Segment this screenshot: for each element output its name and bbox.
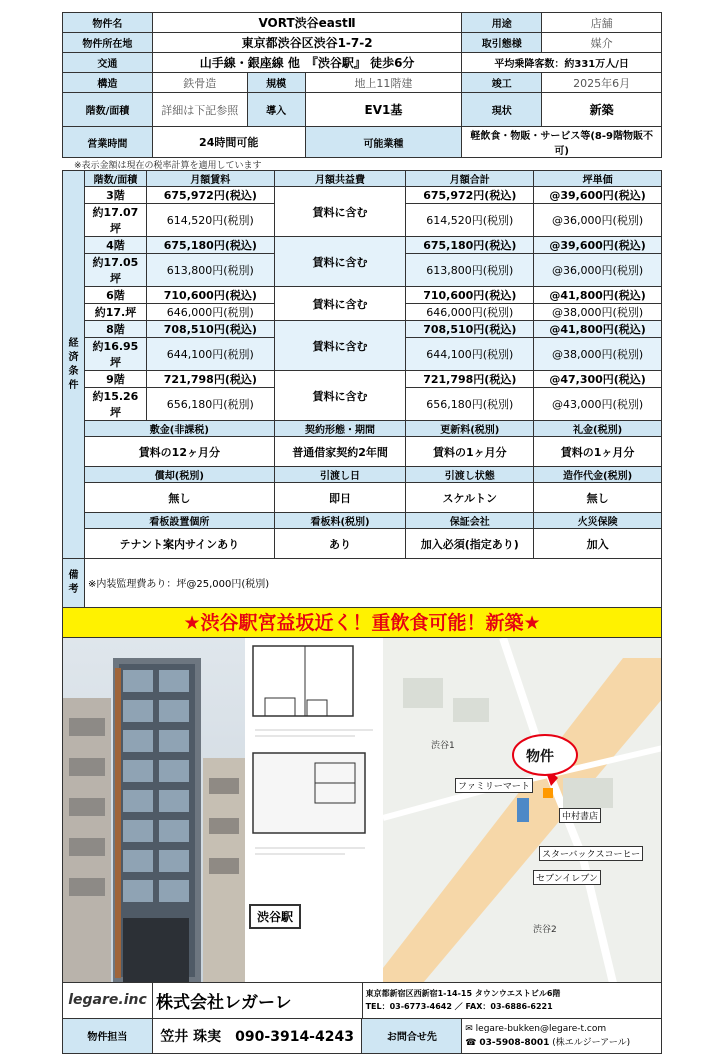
term-value: 賃料の1ヶ月分 bbox=[534, 437, 662, 467]
poi-starbucks: スターバックスコーヒー bbox=[539, 846, 643, 861]
term-label: 看板設置個所 bbox=[84, 513, 274, 529]
tsubo-notax-cell: @36,000円(税別) bbox=[534, 254, 662, 287]
business-label: 可能業種 bbox=[305, 127, 462, 158]
tsubo-tax-cell: @39,600円(税込) bbox=[534, 237, 662, 254]
contact-details bbox=[462, 1019, 662, 1053]
company-logo: legare.inc bbox=[63, 983, 153, 1019]
term-value: テナント案内サインあり bbox=[84, 529, 274, 559]
area-cell: 約17.07坪 bbox=[84, 204, 146, 237]
total-notax-cell: 614,520円(税別) bbox=[406, 204, 534, 237]
structure-label: 構造 bbox=[63, 73, 153, 93]
term-label: 更新料(税別) bbox=[406, 421, 534, 437]
poi-nakamura: 中村書店 bbox=[559, 808, 601, 823]
term-label: 償却(税別) bbox=[84, 467, 274, 483]
email-value: legare-bukken@legare-t.com bbox=[475, 1023, 607, 1034]
tsubo-notax-cell: @43,000円(税別) bbox=[534, 388, 662, 421]
floor-cell: 3階 bbox=[84, 187, 146, 204]
rent-tax-cell: 675,180円(税込) bbox=[146, 237, 274, 254]
floor-cell: 6階 bbox=[84, 287, 146, 304]
header-common: 月額共益費 bbox=[274, 171, 406, 187]
floor-plan-illustration bbox=[245, 638, 383, 983]
table-row bbox=[63, 187, 662, 204]
term-value: 無し bbox=[84, 483, 274, 513]
term-value: 賃料の1ヶ月分 bbox=[406, 437, 534, 467]
total-notax-cell: 644,100円(税別) bbox=[406, 338, 534, 371]
table-row bbox=[63, 237, 662, 254]
total-notax-cell: 656,180円(税別) bbox=[406, 388, 534, 421]
floor-cell: 4階 bbox=[84, 237, 146, 254]
property-sheet bbox=[62, 12, 662, 1054]
use-value: 店舗 bbox=[542, 13, 662, 33]
footer-table bbox=[62, 983, 662, 1020]
use-label: 用途 bbox=[462, 13, 542, 33]
header-floor: 階数/面積 bbox=[84, 171, 146, 187]
conditions-table bbox=[62, 170, 662, 559]
term-label: 敷金(非課税) bbox=[84, 421, 274, 437]
address-value: 東京都渋谷区渋谷1-7-2 bbox=[152, 33, 461, 53]
common-cell: 賃料に含む bbox=[274, 187, 406, 237]
floor-area-value: 詳細は下記参照 bbox=[152, 93, 247, 127]
total-tax-cell: 675,180円(税込) bbox=[406, 237, 534, 254]
term-label: 保証会社 bbox=[406, 513, 534, 529]
term-label: 契約形態・期間 bbox=[274, 421, 406, 437]
company-address: 東京都新宿区西新宿1-14-15 タウンウエストビル6階 bbox=[365, 989, 561, 999]
contact-table bbox=[62, 1019, 662, 1054]
tsubo-tax-cell: @41,800円(税込) bbox=[534, 287, 662, 304]
scale-value: 地上11階建 bbox=[305, 73, 462, 93]
header-tsubo: 坪単価 bbox=[534, 171, 662, 187]
tsubo-tax-cell: @39,600円(税込) bbox=[534, 187, 662, 204]
company-tel-fax: TEL：03-6773-4642 ／ FAX：03-6886-6221 bbox=[365, 1002, 553, 1012]
term-value: 普通借家契約2年間 bbox=[274, 437, 406, 467]
total-notax-cell: 646,000円(税別) bbox=[406, 304, 534, 321]
header-total: 月額合計 bbox=[406, 171, 534, 187]
deal-label: 取引態様 bbox=[462, 33, 542, 53]
address-label: 物件所在地 bbox=[63, 33, 153, 53]
status-label: 現状 bbox=[462, 93, 542, 127]
station-label: 渋谷駅 bbox=[249, 904, 301, 929]
floor-cell: 9階 bbox=[84, 371, 146, 388]
property-name: VORT渋谷eastⅡ bbox=[152, 13, 461, 33]
term-value: 加入 bbox=[534, 529, 662, 559]
tsubo-tax-cell: @41,800円(税込) bbox=[534, 321, 662, 338]
status-value: 新築 bbox=[542, 93, 662, 127]
install-label: 導入 bbox=[247, 93, 305, 127]
area-label-2: 渋谷2 bbox=[533, 924, 557, 935]
phone-note: (株エルジーアール) bbox=[552, 1037, 631, 1048]
table-row bbox=[63, 287, 662, 304]
mail-icon: ✉ bbox=[465, 1023, 476, 1034]
tax-note: ※表示金額は現在の税率計算を適用しています bbox=[74, 161, 262, 171]
rent-tax-cell: 675,972円(税込) bbox=[146, 187, 274, 204]
rent-notax-cell: 614,520円(税別) bbox=[146, 204, 274, 237]
term-label: 看板料(税別) bbox=[274, 513, 406, 529]
rent-tax-cell: 721,798円(税込) bbox=[146, 371, 274, 388]
media-area bbox=[62, 638, 662, 983]
term-value: スケルトン bbox=[406, 483, 534, 513]
business-value: 軽飲食・物販・サービス等(8-9階物販不可) bbox=[462, 127, 662, 158]
completed-label: 竣工 bbox=[462, 73, 542, 93]
poi-seven: セブンイレブン bbox=[533, 870, 601, 885]
rent-notax-cell: 656,180円(税別) bbox=[146, 388, 274, 421]
term-label: 引渡し状態 bbox=[406, 467, 534, 483]
term-label: 引渡し日 bbox=[274, 467, 406, 483]
map-illustration bbox=[383, 638, 662, 983]
rent-tax-cell: 710,600円(税込) bbox=[146, 287, 274, 304]
total-tax-cell: 710,600円(税込) bbox=[406, 287, 534, 304]
total-tax-cell: 675,972円(税込) bbox=[406, 187, 534, 204]
staff-contact[interactable]: 笠井 珠実 090-3914-4243 bbox=[152, 1019, 362, 1053]
company-name: 株式会社レガーレ bbox=[152, 983, 362, 1019]
passengers-value: 平均乗降客数：約331万人/日 bbox=[462, 53, 662, 73]
common-cell: 賃料に含む bbox=[274, 371, 406, 421]
area-cell: 約16.95坪 bbox=[84, 338, 146, 371]
phone-line[interactable] bbox=[465, 1036, 658, 1050]
remarks-label: 備 考 bbox=[63, 559, 85, 607]
term-value: 加入必須(指定あり) bbox=[406, 529, 534, 559]
floor-plan-panel bbox=[245, 638, 383, 983]
tsubo-notax-cell: @36,000円(税別) bbox=[534, 204, 662, 237]
rent-notax-cell: 644,100円(税別) bbox=[146, 338, 274, 371]
rent-notax-cell: 646,000円(税別) bbox=[146, 304, 274, 321]
term-label: 造作代金(税別) bbox=[534, 467, 662, 483]
common-cell: 賃料に含む bbox=[274, 287, 406, 321]
total-tax-cell: 721,798円(税込) bbox=[406, 371, 534, 388]
conditions-side-label: 経 済 条 件 bbox=[63, 171, 85, 559]
remarks-text: ※内装監理費あり：坪@25,000円(税別) bbox=[85, 559, 662, 607]
deal-value: 媒介 bbox=[542, 33, 662, 53]
structure-value: 鉄骨造 bbox=[152, 73, 247, 93]
rent-notax-cell: 613,800円(税別) bbox=[146, 254, 274, 287]
total-notax-cell: 613,800円(税別) bbox=[406, 254, 534, 287]
term-value: 無し bbox=[534, 483, 662, 513]
area-cell: 約17.05坪 bbox=[84, 254, 146, 287]
contact-label: お問合せ先 bbox=[362, 1019, 462, 1053]
rent-tax-cell: 708,510円(税込) bbox=[146, 321, 274, 338]
hours-value: 24時間可能 bbox=[152, 127, 305, 158]
station-value: 『渋谷駅』 徒歩6分 bbox=[311, 56, 415, 70]
headline-banner: ★渋谷駅宮益坂近く！重飲食可能！新築★ bbox=[62, 608, 662, 638]
area-cell: 約15.26坪 bbox=[84, 388, 146, 421]
scale-label: 規模 bbox=[247, 73, 305, 93]
total-tax-cell: 708,510円(税込) bbox=[406, 321, 534, 338]
header-rent: 月額賃料 bbox=[146, 171, 274, 187]
lines-value: 山手線・銀座線 他 bbox=[199, 56, 300, 70]
term-value: 賃料の12ヶ月分 bbox=[84, 437, 274, 467]
name-label: 物件名 bbox=[63, 13, 153, 33]
common-cell: 賃料に含む bbox=[274, 237, 406, 287]
floor-cell: 8階 bbox=[84, 321, 146, 338]
building-illustration bbox=[63, 638, 245, 983]
staff-label: 物件担当 bbox=[63, 1019, 153, 1053]
area-cell: 約17.坪 bbox=[84, 304, 146, 321]
term-label: 礼金(税別) bbox=[534, 421, 662, 437]
phone-icon: ☎ bbox=[465, 1037, 480, 1048]
common-cell: 賃料に含む bbox=[274, 321, 406, 371]
remarks-table bbox=[62, 559, 662, 608]
transport-value bbox=[152, 53, 461, 73]
property-marker-label: 物件 bbox=[526, 748, 554, 765]
completed-value: 2025年6月 bbox=[542, 73, 662, 93]
install-value: EV1基 bbox=[305, 93, 462, 127]
building-photo bbox=[63, 638, 245, 983]
company-contact bbox=[362, 983, 661, 1019]
tsubo-tax-cell: @47,300円(税込) bbox=[534, 371, 662, 388]
hours-label: 営業時間 bbox=[63, 127, 153, 158]
area-map bbox=[383, 638, 662, 983]
area-label-1: 渋谷1 bbox=[431, 740, 455, 751]
phone-value: 03-5908-8001 bbox=[479, 1037, 550, 1048]
poi-familymart: ファミリーマート bbox=[455, 778, 533, 793]
term-value: 即日 bbox=[274, 483, 406, 513]
property-summary-table bbox=[62, 12, 662, 158]
transport-label: 交通 bbox=[63, 53, 153, 73]
term-value: あり bbox=[274, 529, 406, 559]
tsubo-notax-cell: @38,000円(税別) bbox=[534, 304, 662, 321]
term-label: 火災保険 bbox=[534, 513, 662, 529]
table-row bbox=[63, 321, 662, 338]
tsubo-notax-cell: @38,000円(税別) bbox=[534, 338, 662, 371]
table-row bbox=[63, 371, 662, 388]
floor-area-label: 階数/面積 bbox=[63, 93, 153, 127]
